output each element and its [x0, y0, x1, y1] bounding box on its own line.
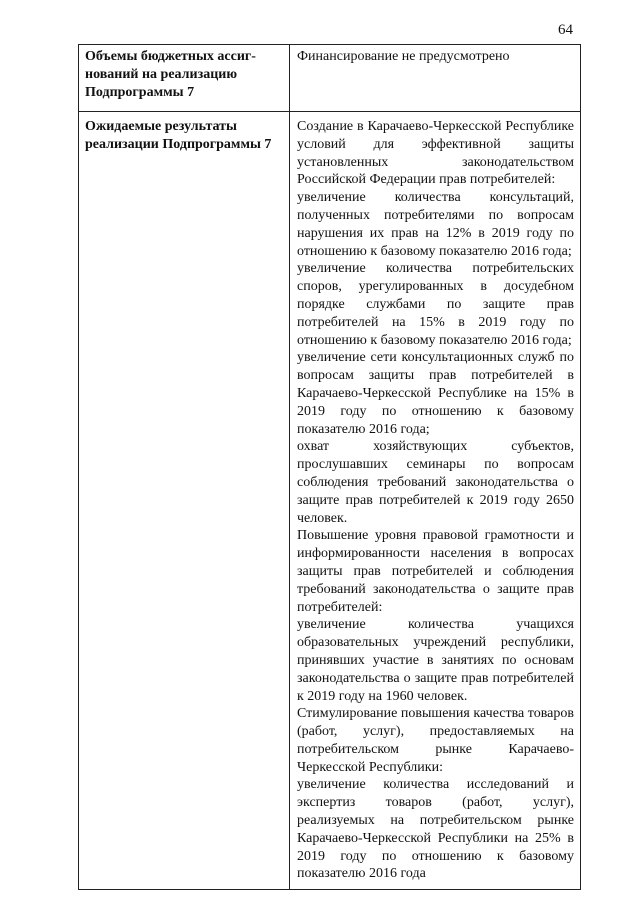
row-label-results: Ожидаемые результаты реализации Подпрограммы 7	[79, 112, 290, 890]
paragraph: увеличение количества потребительских споров, урегулированных в досудебном порядке службами по защите прав потребителей на 15% в 2019 году по отношению к базовому показателю 2016 года;	[297, 261, 574, 348]
table-row-budget	[79, 45, 581, 112]
row-label-budget: Объемы бюджетных ассиг-нований на реализацию Подпрограммы 7	[79, 45, 290, 112]
paragraph: Создание в Карачаево-Черкесской Республике условий для эффективной защиты установленных законодательством Российской Федерации прав потребителей:	[297, 119, 574, 188]
row-value-results	[290, 112, 581, 890]
paragraph: Финансирование не предусмотрено	[297, 49, 510, 64]
page-number: 64	[558, 22, 573, 38]
paragraph: увеличение количества консультаций, полученных потребителями по вопросам нарушения их прав на 12% в 2019 году по отношению к базовому показателю 2016 года;	[297, 190, 574, 259]
paragraph: охват хозяйствующих субъектов, прослушавших семинары по вопросам соблюдения требований законодательства о защите прав потребителей к 2019 году 2650 человек.	[297, 439, 574, 526]
table-row-results	[79, 112, 581, 890]
paragraph: увеличение количества исследований и экспертиз товаров (работ, услуг), реализуемых на потребительском рынке Карачаево-Черкесской Республики на 25% в 2019 году по отношению к базовому показателю 2016 года	[297, 777, 574, 882]
paragraph: Стимулирование повышения качества товаров (работ, услуг), предоставляемых на потребительском рынке Карачаево-Черкесской Республики:	[297, 706, 574, 775]
paragraph: увеличение количества учащихся образовательных учреждений республики, принявших участие в занятиях по основам законодательства о защите прав потребителей к 2019 году на 1960 человек.	[297, 617, 574, 704]
row-value-budget	[290, 45, 581, 112]
paragraph: увеличение сети консультационных служб по вопросам защиты прав потребителей в Карачаево-Черкесской Республике на 15% в 2019 году по отношению к базовому показателю 2016 года;	[297, 350, 574, 437]
paragraph: Повышение уровня правовой грамотности и информированности населения в вопросах защиты прав потребителей и соблюдения требований законодательства о защите прав потребителей:	[297, 528, 574, 615]
program-passport-table	[78, 44, 581, 890]
